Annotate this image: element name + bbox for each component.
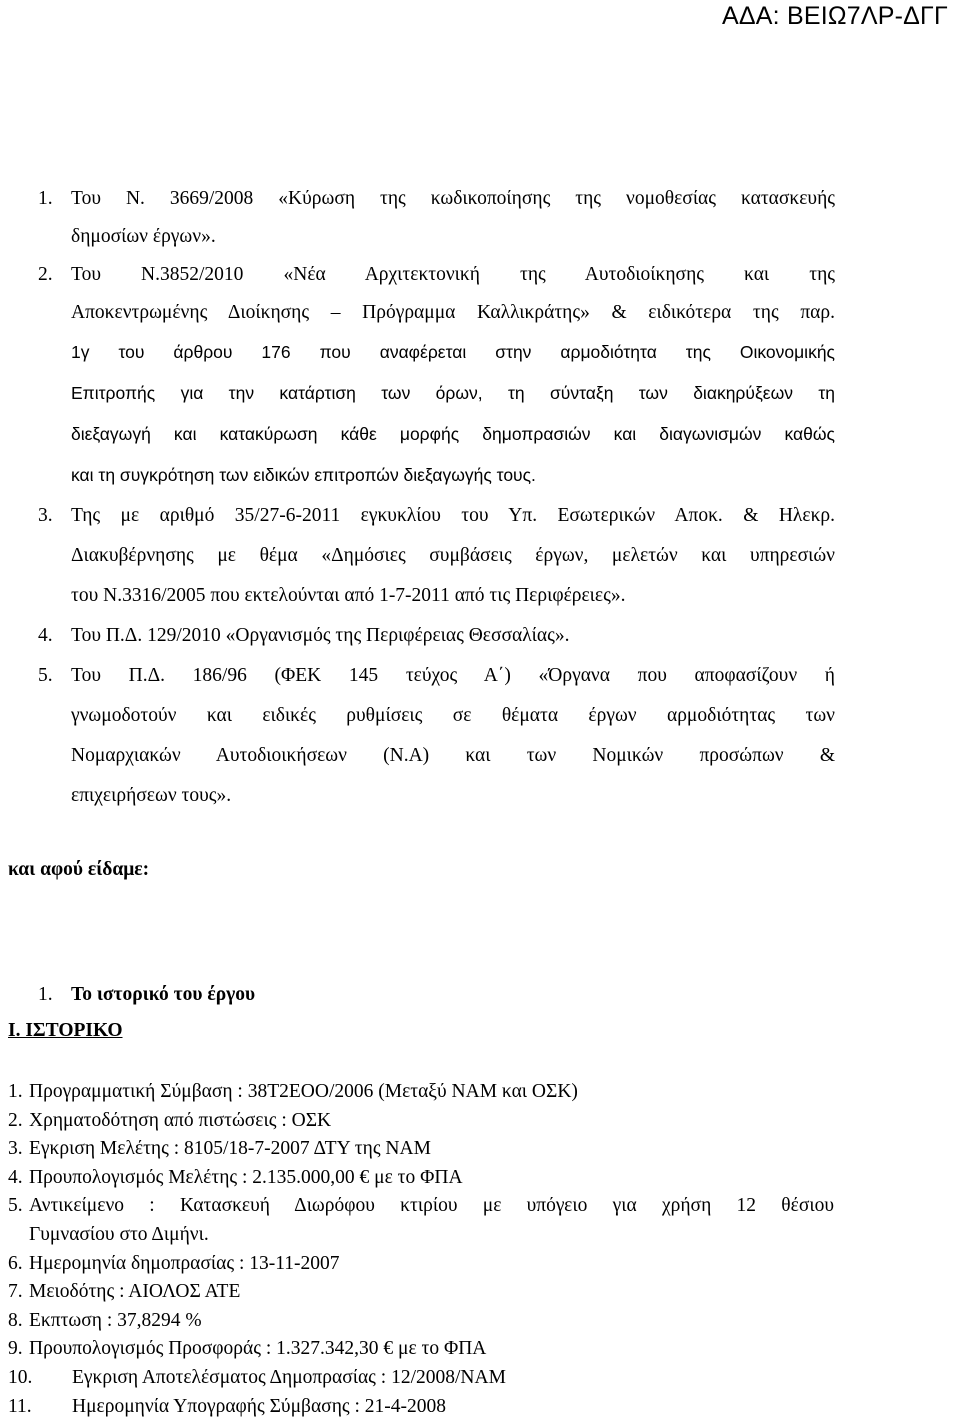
history-list <box>0 1078 960 1421</box>
legal-ref-5 <box>0 656 960 816</box>
legal-ref-line: Του Π.Δ. 129/2010 «Οργανισμός της Περιφέρειας Θεσσαλίας». <box>71 625 570 646</box>
history-item <box>0 1393 960 1422</box>
legal-ref-line: επιχειρήσεων τους». <box>71 785 232 806</box>
history-item <box>0 1107 960 1136</box>
legal-ref-line: Του Ν.3852/2010 «Νέα Αρχιτεκτονική της Αυτοδιοίκησης και της <box>71 264 835 285</box>
legal-ref-line: Αποκεντρωμένης Διοίκησης – Πρόγραμμα Καλλικράτης» & ειδικότερα της παρ. <box>71 302 835 323</box>
legal-references <box>0 180 960 816</box>
legal-ref-line: Διακυβέρνησης με θέμα «Δημόσιες συμβάσεις έργων, μελετών και υπηρεσιών <box>71 545 835 566</box>
legal-ref-line: γνωμοδοτούν και ειδικές ρυθμίσεις σε θέματα έργων αρμοδιότητας των <box>71 705 835 726</box>
legal-ref-2 <box>0 256 960 496</box>
history-item <box>0 1307 960 1336</box>
history-heading: I. ΙΣΤΟΡΙΚΟ <box>8 1020 123 1041</box>
legal-ref-line: Νομαρχιακών Αυτοδιοικήσεων (Ν.Α) και των Νομικών προσώπων & <box>71 745 835 766</box>
legal-ref-3 <box>0 496 960 616</box>
history-item-number: 9. <box>8 1338 23 1360</box>
legal-ref-line: Του Ν. 3669/2008 «Κύρωση της κωδικοποίησης της νομοθεσίας κατασκευής <box>71 188 835 209</box>
history-item-number: 3. <box>8 1138 23 1160</box>
history-item-text: Αντικείμενο : Κατασκευή Διωρόφου κτιρίου με υπόγειο για χρήση 12 θέσιου <box>29 1195 834 1217</box>
ada-header: ΑΔΑ: ΒΕΙΩ7ΛΡ-ΔΓΓ <box>722 2 948 30</box>
history-item-text: Προυπολογισμός Μελέτης : 2.135.000,00 € με το ΦΠΑ <box>29 1166 463 1188</box>
legal-ref-number: 3. <box>38 505 53 526</box>
history-item-continuation <box>0 1221 960 1250</box>
history-item <box>0 1278 960 1307</box>
history-item-number: 5. <box>8 1195 23 1217</box>
history-item-text: Μειοδότης : ΑΙΟΛΟΣ ΑΤΕ <box>29 1281 241 1303</box>
history-item-text: Εγκριση Αποτελέσματος Δημοπρασίας : 12/2008/ΝΑΜ <box>72 1366 506 1388</box>
legal-ref-number: 2. <box>38 264 53 285</box>
history-item <box>0 1364 960 1393</box>
history-item <box>0 1192 960 1221</box>
legal-ref-line: Της με αριθμό 35/27-6-2011 εγκυκλίου του Υπ. Εσωτερικών Αποκ. & Ηλεκρ. <box>71 505 835 526</box>
legal-ref-line: διεξαγωγή και κατακύρωση κάθε μορφής δημοπρασιών και διαγωνισμών καθώς <box>71 424 835 444</box>
section-item-title: Το ιστορικό του έργου <box>71 984 256 1005</box>
history-item-number: 2. <box>8 1109 23 1131</box>
history-item-text: Ημερομηνία Υπογραφής Σύμβασης : 21-4-2008 <box>72 1395 447 1417</box>
history-item-number: 7. <box>8 1281 23 1303</box>
legal-ref-1 <box>0 180 960 256</box>
history-item-text: Ημερομηνία δημοπρασίας : 13-11-2007 <box>29 1252 340 1274</box>
history-item-text: Εκπτωση : 37,8294 % <box>29 1309 202 1331</box>
history-item-number: 11. <box>8 1395 32 1417</box>
legal-ref-number: 5. <box>38 665 53 686</box>
history-item-text: Χρηματοδότηση από πιστώσεις : ΟΣΚ <box>29 1109 332 1131</box>
history-item <box>0 1250 960 1279</box>
history-item-number: 4. <box>8 1166 23 1188</box>
history-item-text: Εγκριση Μελέτης : 8105/18-7-2007 ΔΤΥ της ΝΑΜ <box>29 1138 431 1160</box>
legal-ref-line: δημοσίων έργων». <box>71 226 216 247</box>
history-item-number: 1. <box>8 1081 23 1102</box>
history-item-text: Προυπολογισμός Προσφοράς : 1.327.342,30 € με το ΦΠΑ <box>29 1338 487 1360</box>
legal-ref-line: 1γ του άρθρου 176 που αναφέρεται στην αρμοδιότητα της Οικονομικής <box>71 342 835 362</box>
legal-ref-line: Επιτροπής για την κατάρτιση των όρων, τη σύνταξη των διακηρύξεων τη <box>71 383 835 403</box>
history-item-number: 10. <box>8 1366 33 1388</box>
history-item-number: 8. <box>8 1309 23 1331</box>
history-item <box>0 1135 960 1164</box>
legal-ref-line: Του Π.Δ. 186/96 (ΦΕΚ 145 τεύχος Α΄) «Όργανα που αποφασίζουν ή <box>71 665 835 686</box>
legal-ref-number: 4. <box>38 625 53 646</box>
history-item <box>0 1335 960 1364</box>
history-item-text: Γυμνασίου στο Διμήνι. <box>29 1223 209 1245</box>
legal-ref-line: του Ν.3316/2005 που εκτελούνται από 1-7-2011 από τις Περιφέρειες». <box>71 585 626 606</box>
legal-ref-number: 1. <box>38 188 53 209</box>
legal-ref-line: και τη συγκρότηση των ειδικών επιτροπών διεξαγωγής τους. <box>71 465 536 485</box>
history-item <box>0 1078 960 1107</box>
history-item <box>0 1164 960 1193</box>
and-seen-heading: και αφού είδαμε: <box>8 859 150 880</box>
legal-ref-4 <box>0 616 960 656</box>
history-item-text: Προγραμματική Σύμβαση : 38Τ2ΕΟΟ/2006 (Μεταξύ ΝΑΜ και ΟΣΚ) <box>29 1081 578 1102</box>
history-item-number: 6. <box>8 1252 23 1274</box>
section-item-number: 1. <box>38 984 53 1005</box>
